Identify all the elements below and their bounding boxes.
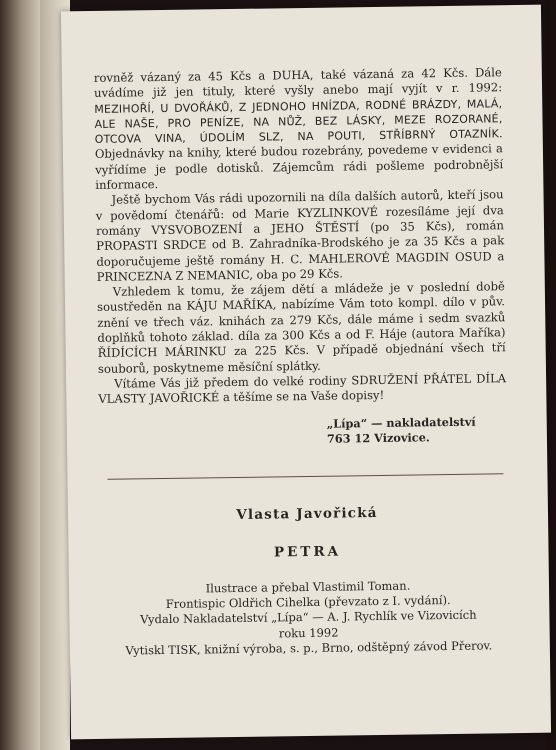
paragraph-other-authors: Ještě bychom Vás rádi upozornili na díla dalších autorů, kteří jsou v povědomí čtenářů: od Marie KYZLINKOVÉ rozesíláme její dva romány VYSVOBOZENÍ a JEHO ŠTĚSTÍ (po 35 Kčs), román PROPASTI SRDCE od B. Zahradníka-Brodského je za 35 Kčs a pak doporučujeme ještě romány H. C. MAHLEROVÉ MAGDIN OSUD a PRINCEZNA Z NEMANIC, oba po 29 Kčs. — [95, 187, 505, 284]
colophon — [92, 503, 524, 659]
paragraph-titles — [94, 65, 504, 193]
paragraph-text: rovněž vázaný za 45 Kčs a DUHA, také vázaná za 42 Kčs. Dále uvádíme již jen tituly, které vyšly anebo mají vyjít v r. 1992: — [93, 65, 503, 101]
paragraph-welcome: Vítáme Vás již předem do velké rodiny SDRUŽENÍ PŘÁTEL DÍLA VLASTY JAVOŘICKÉ a těšíme se na Vaše dopisy! — [98, 371, 507, 407]
book-page — [61, 5, 551, 740]
credit-illustration: Ilustrace a přebal Vlastimil Toman. — [205, 578, 411, 596]
publisher-notice — [94, 65, 507, 449]
publisher-name: „Lípa“ — nakladatelství — [326, 414, 476, 431]
publisher-signature — [99, 414, 507, 450]
paragraph-kaja-marik: Vzhledem k tomu, že zájem dětí a mládeže je v poslední době soustředěn na KÁJU MAŘÍKA, nabízíme Vám toto kompl. dílo v pův. znění ve třech váz. knihách za 279 Kčs, dále máme i sedm svazků doplňků tohoto základ. díla za 300 Kčs a od F. Háje (autora Maříka) ŘÍDÍCÍCH MÁRINKU za 225 Kčs. V případě objednání všech tří souborů, poskytneme měsíční splátky. — [96, 279, 506, 376]
credits-block — [93, 577, 524, 659]
left-page-edge — [0, 0, 40, 750]
paragraph-text: . Objednávky na knihy, které budou rozebrány, povedeme v evidenci a vyřídíme je podle dotisků. Zájemcům rádi pošleme podrobnější informace. — [94, 126, 504, 193]
credit-frontispiece: Frontispic Oldřich Cihelka (převzato z I. vydání). — [165, 593, 451, 612]
title-list: MEZIHOŘÍ, U DVOŘÁKŮ, Z JEDNOHO HNÍZDA, RODNÉ BRÁZDY, MALÁ, ALE NAŠE, PRO PENÍZE, NA NŮŽ, BEZ LÁSKY, MEZE ROZORANÉ, OTCOVA VINA, ÚDOLÍM SLZ, NA POUTI, STŘÍBRNÝ OTAZNÍK — [94, 96, 503, 147]
publisher-address: 763 12 Vizovice. — [326, 429, 430, 446]
credit-year: roku 1992 — [278, 625, 339, 641]
credit-publisher: Vydalo Nakladatelství „Lípa“ — A. J. Rychlík ve Vizovicích — [140, 608, 477, 627]
book-title: PETRA — [273, 543, 342, 561]
author-name: Vlasta Javořická — [236, 505, 378, 523]
credit-printer: Vytiskl TISK, knižní výroba, s. p., Brno, odštěpný závod Přerov. — [125, 638, 493, 658]
divider-line — [107, 473, 503, 480]
